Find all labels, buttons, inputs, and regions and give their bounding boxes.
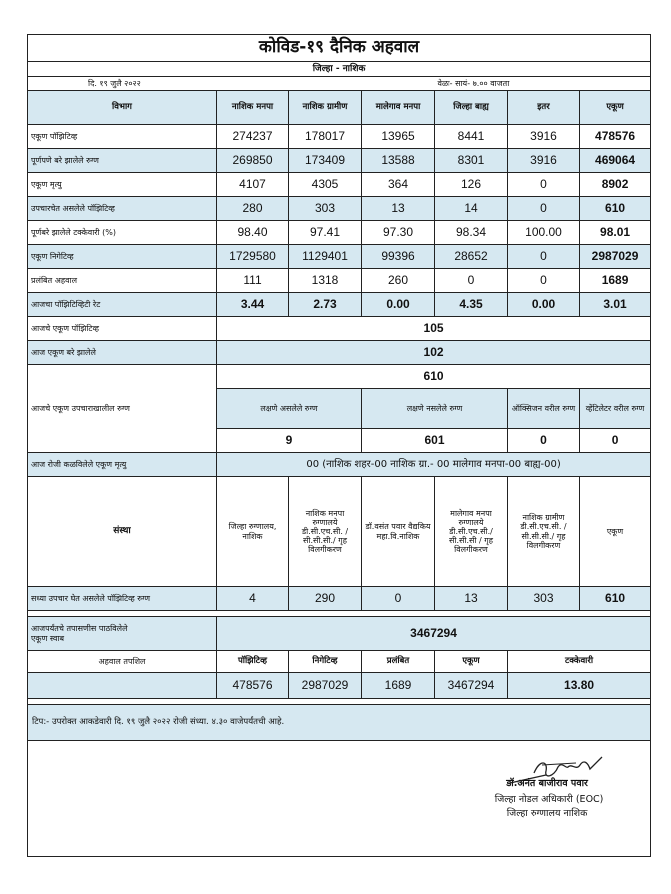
cell-value: 4 <box>217 587 289 611</box>
table-row <box>28 125 651 149</box>
cell-value: 269850 <box>217 149 289 173</box>
samples-label-line1: आजपर्यंतचे तपासणीस पाठविलेले <box>31 624 128 634</box>
cell-value: 260 <box>362 269 435 293</box>
cell-value: 303 <box>289 197 362 221</box>
row-label: प्रलंबित अहवाल <box>28 269 217 293</box>
cell-value: 2.73 <box>289 293 362 317</box>
cell-total: 610 <box>580 587 651 611</box>
table-row <box>28 587 651 611</box>
detail-header-pending: प्रलंबित <box>362 651 435 673</box>
row-label: पूर्णबरे झालेले टक्केवारी (%) <box>28 221 217 245</box>
table-row <box>28 453 651 477</box>
table-row <box>28 317 651 341</box>
detail-header-negative: निगेटिव्ह <box>289 651 362 673</box>
cell-value: 1729580 <box>217 245 289 269</box>
cell-total: 1689 <box>580 269 651 293</box>
cell-value: 1129401 <box>289 245 362 269</box>
cell-total: 469064 <box>580 149 651 173</box>
cell-value: 13 <box>435 587 508 611</box>
detail-header-positive: पॉझिटिव्ह <box>217 651 289 673</box>
institution-malegaon-municipal: मालेगाव मनपा रुग्णालये डी.सी.एच.सी./ सी.सी.सी / गृह विलगीकरण <box>435 477 508 587</box>
cell-value: 0 <box>508 173 580 197</box>
report-date: दि. १९ जुलै २०२२ <box>28 77 435 91</box>
cell-value: 8441 <box>435 125 508 149</box>
detail-total-value: 3467294 <box>435 673 508 699</box>
row-label: एकूण पॉझिटिव्ह <box>28 125 217 149</box>
report-title: कोविड-१९ दैनिक अहवाल <box>28 35 651 62</box>
row-label: एकूण मृत्यु <box>28 173 217 197</box>
cell-value: 364 <box>362 173 435 197</box>
cell-value: 13 <box>362 197 435 221</box>
oxygen-label: ऑक्सिजन वरील रुग्ण <box>508 389 580 429</box>
signature-block <box>28 741 650 856</box>
cell-value: 126 <box>435 173 508 197</box>
under-treatment-total: 610 <box>217 365 651 389</box>
cell-value: 303 <box>508 587 580 611</box>
cell-value: 4107 <box>217 173 289 197</box>
institution-vasant-pawar: डॉ.वसंत पवार वैद्यकिय महा.वि.नाशिक <box>362 477 435 587</box>
table-row <box>28 269 651 293</box>
asymptomatic-value: 601 <box>362 429 508 453</box>
institutions-label: संस्था <box>28 477 217 587</box>
ventilator-label: व्हेंटिलेटर वरील रुग्ण <box>580 389 651 429</box>
table-row <box>28 173 651 197</box>
asymptomatic-label: लक्षणे नसलेले रुग्ण <box>362 389 508 429</box>
cell-value: 290 <box>289 587 362 611</box>
cell-total: 478576 <box>580 125 651 149</box>
cell-total: 2987029 <box>580 245 651 269</box>
cell-total: 3.01 <box>580 293 651 317</box>
cell-value: 0.00 <box>508 293 580 317</box>
cell-value: 0 <box>435 269 508 293</box>
detail-pending-value: 1689 <box>362 673 435 699</box>
cell-value: 100.00 <box>508 221 580 245</box>
samples-label <box>28 617 217 651</box>
detail-percentage-value: 13.80 <box>508 673 651 699</box>
cell-value: 4305 <box>289 173 362 197</box>
cell-value: 14 <box>435 197 508 221</box>
row-label: पूर्णपणे बरे झालेले रुग्ण <box>28 149 217 173</box>
row-label: सध्या उपचार घेत असलेले पॉझिटिव्ह रुग्ण <box>28 587 217 611</box>
cell-total: 98.01 <box>580 221 651 245</box>
col-header-malegaon-municipal: मालेगाव मनपा <box>362 91 435 125</box>
cell-value: 274237 <box>217 125 289 149</box>
report-note: टिप:- उपरोक्त आकडेवारी दि. १९ जुलै २०२२ रोजी संध्या. ४.३० वाजेपर्यंतची आहे. <box>28 705 651 741</box>
symptomatic-label: लक्षणे असलेले रुग्ण <box>217 389 362 429</box>
row-label: आज रोजी कळविलेले एकूण मृत्यु <box>28 453 217 477</box>
table-row <box>28 221 651 245</box>
district-subtitle: जिल्हा - नाशिक <box>28 62 651 77</box>
table-row <box>28 149 651 173</box>
detail-header-percentage: टक्केवारी <box>508 651 651 673</box>
cell-total: 8902 <box>580 173 651 197</box>
report-table <box>27 34 651 857</box>
cell-value: 0 <box>508 269 580 293</box>
cell-value: 280 <box>217 197 289 221</box>
cell-value: 4.35 <box>435 293 508 317</box>
cell-value: 0 <box>508 245 580 269</box>
cell-value: 13588 <box>362 149 435 173</box>
col-header-outside-district: जिल्हा बाह्य <box>435 91 508 125</box>
detail-positive-value: 478576 <box>217 673 289 699</box>
row-label: आज एकूण बरे झालेले <box>28 341 217 365</box>
col-header-total: एकूण <box>580 91 651 125</box>
table-row <box>28 197 651 221</box>
signatory-office: जिल्हा रुग्णालय नाशिक <box>506 808 588 819</box>
institution-total: एकूण <box>580 477 651 587</box>
report-detail-label: अहवाल तपशिल <box>28 651 217 673</box>
cell-total: 610 <box>580 197 651 221</box>
report-time: वेळः- सायं- ७.०० वाजता <box>435 77 651 91</box>
cell-value: 0 <box>362 587 435 611</box>
institution-district-hospital: जिल्हा रुग्णालय, नाशिक <box>217 477 289 587</box>
col-header-nashik-municipal: नाशिक मनपा <box>217 91 289 125</box>
cell-value: 97.30 <box>362 221 435 245</box>
under-treatment-label: आजचे एकूण उपचाराखालील रुग्ण <box>28 365 217 453</box>
cell-value: 97.41 <box>289 221 362 245</box>
detail-header-total: एकूण <box>435 651 508 673</box>
cell-value: 1318 <box>289 269 362 293</box>
cell-value: 173409 <box>289 149 362 173</box>
detail-empty-cell <box>28 673 217 699</box>
signatory-name: डॉ.अनंत बाजीराव पवार <box>506 778 588 789</box>
report-sheet <box>27 34 650 857</box>
cell-value: 13965 <box>362 125 435 149</box>
cell-value: 0 <box>508 197 580 221</box>
cell-value: 99396 <box>362 245 435 269</box>
detail-negative-value: 2987029 <box>289 673 362 699</box>
row-label: उपचारचेत असलेले पॉझिटिव्ह <box>28 197 217 221</box>
signatory-designation: जिल्हा नोडल अधिकारी (EOC) <box>494 794 604 805</box>
col-header-nashik-rural: नाशिक ग्रामीण <box>289 91 362 125</box>
samples-value: 3467294 <box>217 617 651 651</box>
institution-nashik-rural: नाशिक ग्रामीण डी.सी.एच.सी. /सी.सी.सी./ गृह विलगीकरण <box>508 477 580 587</box>
cell-value: 3916 <box>508 149 580 173</box>
ventilator-value: 0 <box>580 429 651 453</box>
row-label: आजचा पॉझिटिव्हिटी रेट <box>28 293 217 317</box>
col-header-division: विभाग <box>28 91 217 125</box>
row-label: आजचे एकूण पॉझिटिव्ह <box>28 317 217 341</box>
cell-value: 178017 <box>289 125 362 149</box>
row-label: एकूण निगेटिव्ह <box>28 245 217 269</box>
cell-value: 3.44 <box>217 293 289 317</box>
table-row <box>28 341 651 365</box>
oxygen-value: 0 <box>508 429 580 453</box>
table-row <box>28 293 651 317</box>
samples-label-line2: एकूण स्वाब <box>31 633 65 643</box>
cell-value: 111 <box>217 269 289 293</box>
col-header-other: इतर <box>508 91 580 125</box>
table-row <box>28 245 651 269</box>
cell-value: 98.40 <box>217 221 289 245</box>
cell-value: 28652 <box>435 245 508 269</box>
symptomatic-value: 9 <box>217 429 362 453</box>
institution-nashik-municipal: नाशिक मनपा रुग्णालये डी.सी.एच.सी. / सी.सी.सी./ गृह विलगीकरण <box>289 477 362 587</box>
cell-value: 8301 <box>435 149 508 173</box>
today-positive-value: 105 <box>217 317 651 341</box>
cell-value: 3916 <box>508 125 580 149</box>
today-recovered-value: 102 <box>217 341 651 365</box>
cell-value: 98.34 <box>435 221 508 245</box>
cell-value: 0.00 <box>362 293 435 317</box>
deaths-today-value: 00 (नाशिक शहर-00 नाशिक ग्रा.- 00 मालेगाव मनपा-00 बाह्य-00) <box>217 453 651 477</box>
